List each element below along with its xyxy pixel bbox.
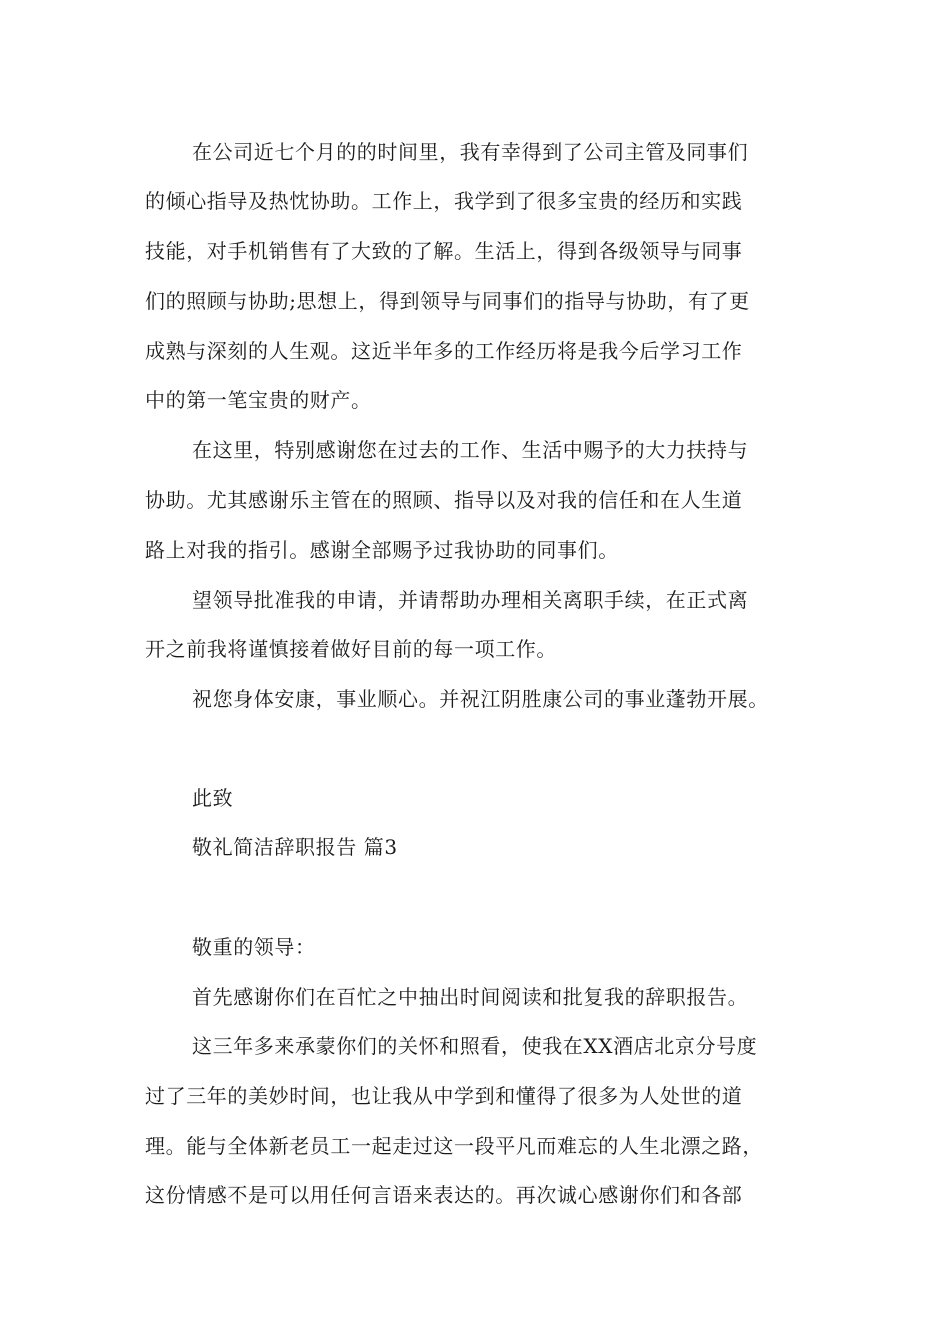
salutation: 敬重的领导： [192, 935, 316, 959]
paragraph-6-line-3: 理。能与全体新老员工一起走过这一段平凡而难忘的人生北漂之路， [145, 1134, 763, 1158]
paragraph-1-line-5: 成熟与深刻的人生观。这近半年多的工作经历将是我今后学习工作 [145, 339, 743, 363]
closing-text: 此致 [192, 786, 234, 810]
paragraph-1-line-1: 在公司近七个月的的时间里，我有幸得到了公司主管及同事们 [192, 140, 749, 164]
paragraph-1-line-4: 们的照顾与协助;思想上，得到领导与同事们的指导与协助，有了更 [145, 289, 750, 313]
paragraph-1-line-3: 技能，对手机销售有了大致的了解。生活上，得到各级领导与同事 [145, 239, 743, 263]
paragraph-3-line-1: 望领导批准我的申请，并请帮助办理相关离职手续，在正式离 [192, 588, 749, 612]
paragraph-2-line-3: 路上对我的指引。感谢全部赐予过我协助的同事们。 [145, 538, 619, 562]
paragraph-6-line-4: 这份情感不是可以用任何言语来表达的。再次诚心感谢你们和各部 [145, 1183, 743, 1207]
paragraph-6-line-2: 过了三年的美妙时间，也让我从中学到和懂得了很多为人处世的道 [145, 1084, 743, 1108]
paragraph-2-line-2: 协助。尤其感谢乐主管在的照顾、指导以及对我的信任和在人生道 [145, 488, 743, 512]
paragraph-5: 首先感谢你们在百忙之中抽出时间阅读和批复我的辞职报告。 [192, 985, 749, 1009]
paragraph-1-line-2: 的倾心指导及热忱协助。工作上，我学到了很多宝贵的经历和实践 [145, 189, 743, 213]
paragraph-2-line-1: 在这里，特别感谢您在过去的工作、生活中赐予的大力扶持与 [192, 438, 749, 462]
section-heading: 敬礼简洁辞职报告 篇3 [192, 835, 398, 859]
paragraph-4: 祝您身体安康，事业顺心。并祝江阴胜康公司的事业蓬勃开展。 [192, 687, 769, 711]
paragraph-1-line-6: 中的第一笔宝贵的财产。 [145, 388, 372, 412]
paragraph-6-line-1: 这三年多来承蒙你们的关怀和照看，使我在XX酒店北京分号度 [192, 1034, 758, 1058]
paragraph-3-line-2: 开之前我将谨慎接着做好目前的每一项工作。 [145, 637, 557, 661]
